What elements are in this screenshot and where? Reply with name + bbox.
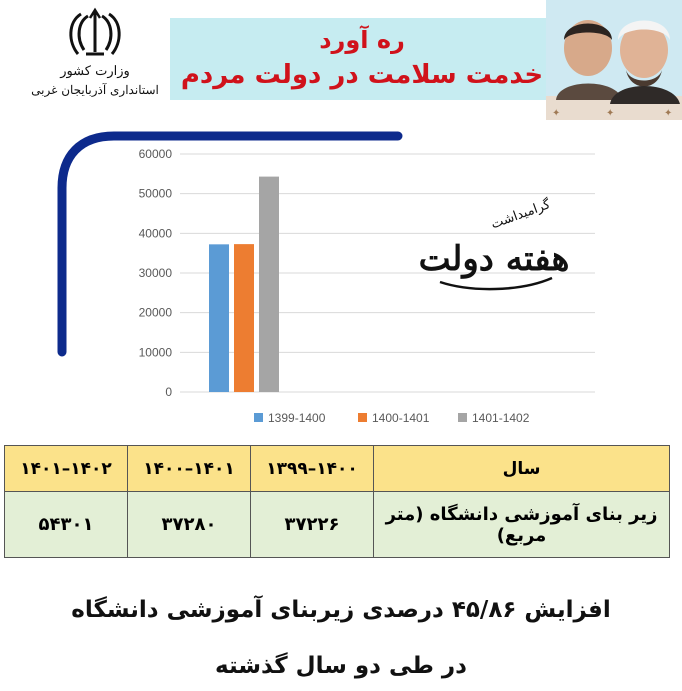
ministry-caption bbox=[30, 62, 160, 100]
bar-1400-1401 bbox=[234, 244, 254, 392]
table-header-col3: ۱۴۰۲–۱۴۰۱ bbox=[5, 446, 128, 492]
table-header-col1: ۱۴۰۰–۱۳۹۹ bbox=[251, 446, 374, 492]
table-cell-col2: ۳۷۲۸۰ bbox=[128, 492, 251, 558]
y-tick-label: 30000 bbox=[138, 266, 172, 280]
svg-text:✦: ✦ bbox=[606, 108, 615, 119]
footer-line1: افزایش ۴۵/۸۶ درصدی زیربنای آموزشی دانشگاه bbox=[71, 597, 611, 623]
banner-subtitle: خدمت سلامت در دولت مردم bbox=[180, 60, 544, 90]
table-header-label: سال bbox=[374, 446, 670, 492]
footer-caption bbox=[0, 592, 682, 684]
table-row bbox=[5, 492, 670, 558]
government-week-logo bbox=[418, 188, 570, 296]
table-header-col2: ۱۴۰۱–۱۴۰۰ bbox=[128, 446, 251, 492]
y-tick-label: 40000 bbox=[138, 226, 172, 241]
y-tick-label: 50000 bbox=[138, 186, 172, 201]
bar-1399-1400 bbox=[209, 244, 229, 392]
banner-title: ره آورد bbox=[319, 26, 405, 54]
table-cell-col3: ۵۴۳۰۱ bbox=[5, 492, 128, 558]
ministry-line1: وزارت کشور bbox=[60, 64, 130, 79]
y-tick-label: 60000 bbox=[138, 147, 172, 161]
iran-emblem-icon bbox=[64, 8, 126, 62]
legend-label: 1399-1400 bbox=[268, 411, 326, 425]
legend-label: 1401-1402 bbox=[472, 411, 530, 425]
ministry-line2: استانداری آذربایجان غربی bbox=[31, 83, 159, 97]
portraits-image bbox=[546, 0, 682, 120]
legend-label: 1400-1401 bbox=[372, 411, 430, 425]
y-tick-label: 20000 bbox=[138, 305, 172, 320]
logo-big-text: هفته دولت bbox=[418, 239, 570, 279]
y-tick-label: 10000 bbox=[138, 345, 172, 360]
table-header-row bbox=[5, 446, 670, 492]
legend-swatch bbox=[358, 413, 367, 422]
svg-text:✦: ✦ bbox=[552, 108, 561, 119]
legend-swatch bbox=[254, 413, 263, 422]
data-table bbox=[4, 445, 670, 558]
table-cell-col1: ۳۷۲۲۶ bbox=[251, 492, 374, 558]
bar-1401-1402 bbox=[259, 177, 279, 392]
logo-small-text: گرامیداشت bbox=[489, 197, 553, 233]
footer-line2: در طی دو سال گذشته bbox=[215, 653, 467, 679]
headline-banner bbox=[170, 18, 554, 100]
svg-text:✦: ✦ bbox=[664, 108, 673, 119]
y-tick-label: 0 bbox=[165, 385, 172, 399]
table-row-label: زیر بنای آموزشی دانشگاه (متر مربع) bbox=[374, 492, 670, 558]
legend-swatch bbox=[458, 413, 467, 422]
